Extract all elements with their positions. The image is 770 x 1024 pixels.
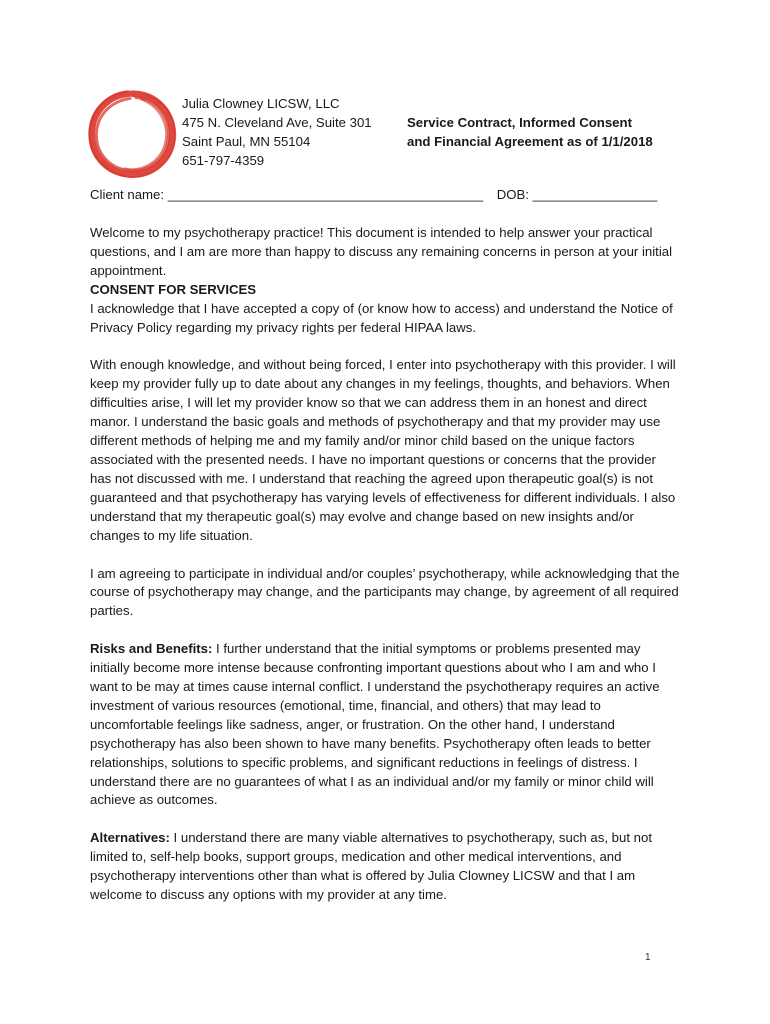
alternatives-label: Alternatives: [90,830,170,846]
dob-field[interactable]: DOB: _________________ [496,187,658,202]
risks-benefits-label: Risks and Benefits: [90,641,213,657]
risks-benefits-paragraph [90,640,680,810]
privacy-paragraph: I acknowledge that I have accepted a copy of (or know how to access) and understand the Notice of Privacy Policy regarding my privacy rights per federal HIPAA laws. [90,300,673,335]
document-title [407,113,653,151]
document-body [90,224,680,905]
practice-address-block [182,94,372,170]
title-line-2: and Financial Agreement as of 1/1/2018 [407,134,653,149]
alternatives-text: I understand there are many viable alternatives to psychotherapy, such as, but not limited to, self-help books, support groups, medication and other medical interventions, and psychotherapy interventions other than what is offered by Julia Clowney LICSW and that I am welcome to discuss any options with my provider at any time. [90,830,652,903]
risks-benefits-text: I further understand that the initial symptoms or problems presented may initially become more intense because confronting important questions about who I am and who I want to be may at times cause internal conflict. I understand the psychotherapy requires an active investment of various resources (emotional, time, financial, and others) that may lead to uncomfortable feelings like sadness, anger, or frustration. On the other hand, I understand psychotherapy has also been shown to have many benefits. Psychotherapy often leads to better relationships, solutions to specific problems, and significant reductions in feelings of distress. I understand there are no guarantees of what I as an individual and/or my family or minor child will achieve as outcomes. [90,641,660,808]
city-state-zip: Saint Paul, MN 55104 [182,134,311,149]
page-number: 1 [645,952,651,963]
knowledge-paragraph: With enough knowledge, and without being forced, I enter into psychotherapy with this provider. I will keep my provider fully up to date about any changes in my feelings, thoughts, and behaviors. When difficulties arise, I will let my provider know so that we can address them in an honest and direct manor. I understand the basic goals and methods of psychotherapy and that my provider may use different methods of helping me and my family and/or minor child based on the unique factors associated with the presented needs. I have no important questions or concerns that the provider has not discussed with me. I understand that reaching the agreed upon therapeutic goal(s) is not guaranteed and that psychotherapy has varying levels of effectiveness for different individuals. I also understand that my therapeutic goal(s) may evolve and change based on new insights and/or changes to my life situation. [90,357,676,543]
phone-number: 651-797-4359 [182,153,265,168]
consent-heading: CONSENT FOR SERVICES [90,281,257,297]
client-name-field[interactable]: Client name: ___________________________________________ [90,187,484,202]
street-address: 475 N. Cleveland Ave, Suite 301 [182,115,372,130]
alternatives-paragraph [90,829,680,905]
client-info-line [90,185,657,204]
title-line-1: Service Contract, Informed Consent [407,115,632,130]
welcome-paragraph: Welcome to my psychotherapy practice! This document is intended to help answer your practical questions, and I am are more than happy to discuss any remaining concerns in person at your initial appointment. [90,225,673,278]
brush-circle-logo-icon [84,86,180,182]
agreement-paragraph: I am agreeing to participate in individual and/or couples’ psychotherapy, while acknowledging that the course of psychotherapy may change, and the participants may change, by agreement of all required parties. [90,565,680,619]
practice-name: Julia Clowney LICSW, LLC [182,96,340,111]
